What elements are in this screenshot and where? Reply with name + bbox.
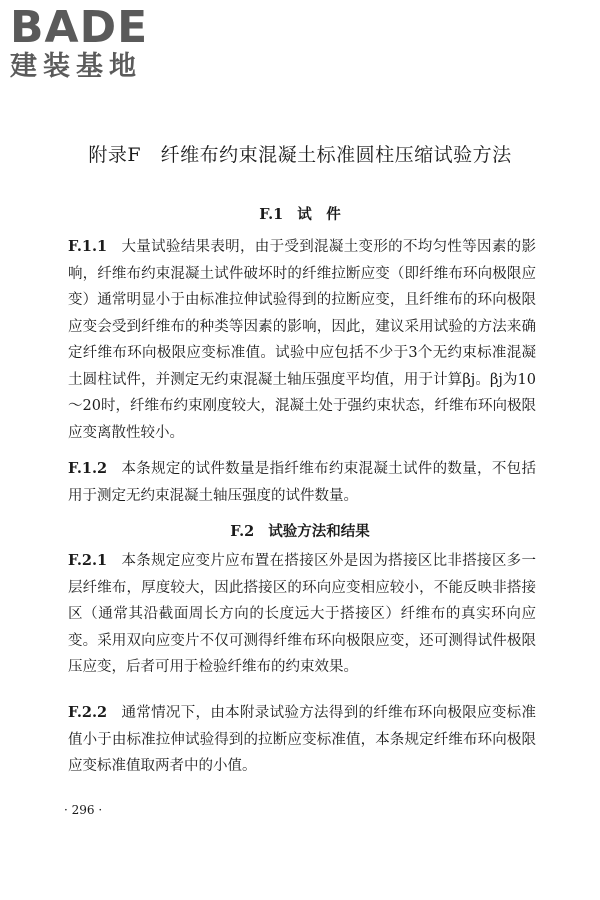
- logo-subtitle: 建装基地: [10, 51, 142, 82]
- section-title: 试验方法和结果: [268, 523, 370, 540]
- clause-f-1-2: [68, 456, 536, 509]
- page-number: · 296 ·: [64, 803, 103, 817]
- clause-f-1-1: [68, 234, 536, 446]
- clause-text: 大量试验结果表明，由于受到混凝土变形的不均匀性等因素的影响，纤维布约束混凝土试件破坏时的纤维拉断应变（即纤维布环向极限应变）通常明显小于由标准拉伸试验得到的拉断应变，且纤维布的环向极限应变会受到纤维布的种类等因素的影响，因此，建议采用试验的方法来确定纤维布环向极限应变标准值。试验中应包括不少于3个无约束标准混凝土圆柱试件，并测定无约束混凝土轴压强度平均值，用于计算βj。βj为10～20时，纤维布约束刚度较大，混凝土处于强约束状态，纤维布环向极限应变离散性较小。: [68, 239, 536, 441]
- section-title: 试 件: [297, 206, 341, 223]
- section-number: F.1: [259, 206, 284, 223]
- clause-number: F.2.2: [68, 704, 108, 721]
- clause-number: F.2.1: [68, 552, 108, 569]
- clause-text: 本条规定应变片应布置在搭接区外是因为搭接区比非搭接区多一层纤维布，厚度较大，因此搭接区的环向应变相应较小，不能反映非搭接区（通常其沿截面周长方向的长度远大于搭接区）纤维布的真实环向应变。采用双向应变片不仅可测得纤维布环向极限应变，还可测得试件极限压应变，后者可用于检验纤维布的约束效果。: [68, 553, 536, 675]
- clause-text: 本条规定的试件数量是指纤维布约束混凝土试件的数量，不包括用于测定无约束混凝土轴压强度的试件数量。: [68, 461, 536, 504]
- brand-logo: [10, 2, 180, 82]
- clause-text: 通常情况下，由本附录试验方法得到的纤维布环向极限应变标准值小于由标准拉伸试验得到的拉断应变标准值，本条规定纤维布环向极限应变标准值取两者中的小值。: [68, 705, 536, 774]
- section-number: F.2: [230, 523, 255, 540]
- appendix-title: 附录F 纤维布约束混凝土标准圆柱压缩试验方法: [88, 144, 512, 166]
- clause-number: F.1.2: [68, 460, 108, 477]
- clause-number: F.1.1: [68, 238, 108, 255]
- clause-f-2-1: [68, 548, 536, 681]
- clause-f-2-2: [68, 700, 536, 780]
- section-heading-f2: [0, 520, 600, 541]
- logo-brand-text: BADE: [10, 2, 149, 53]
- section-heading-f1: [0, 203, 600, 224]
